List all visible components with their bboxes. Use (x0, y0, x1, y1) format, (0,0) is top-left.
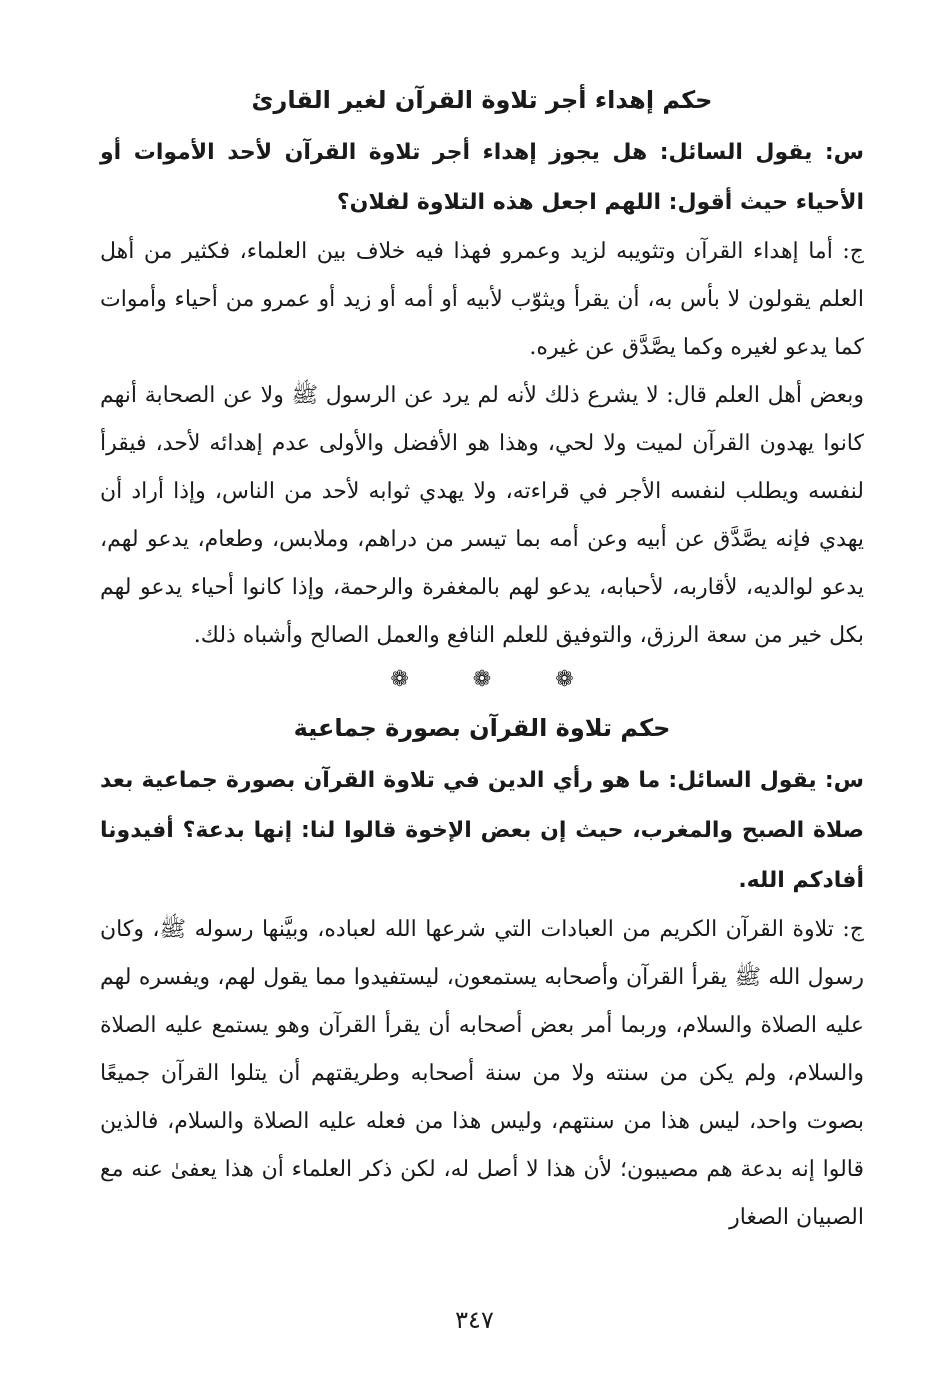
section-title: حكم تلاوة القرآن بصورة جماعية (293, 714, 671, 742)
question-text: س: يقول السائل: ما هو رأي الدين في تلاوة القرآن بصورة جماعية بعد صلاة الصبح والمغرب، حيث إن بعض الإخوة قالوا لنا: إنها بدعة؟ أفيدونا أفادكم الله. (100, 768, 864, 893)
question-text: س: يقول السائل: هل يجوز إهداء أجر تلاوة القرآن لأحد الأموات أو الأحياء حيث أقول: اللهم اجعل هذه التلاوة لفلان؟ (100, 140, 864, 215)
asterism-icon: ❁ (472, 667, 492, 692)
asterism-icon: ❁ (555, 667, 574, 692)
answer-paragraph: ج: أما إهداء القرآن وتثويبه لزيد وعمرو فهذا فيه خلاف بين العلماء، فكثير من أهل العلم يقولون لا بأس به، أن يقرأ ويثوّب لأبيه أو أمه أو زيد أو عمرو من أحياء وأموات كما يدعو لغيره وكما يصَّدَّق عن غيره. (100, 239, 864, 360)
section-title: حكم إهداء أجر تلاوة القرآن لغير القارئ (251, 86, 713, 114)
answer-paragraph: ج: تلاوة القرآن الكريم من العبادات التي شرعها الله لعباده، وبيَّنها رسوله ﷺ، وكان رسول الله ﷺ يقرأ القرآن وأصحابه يستمعون، ليستفيدوا مما يقول لهم، ويفسره لهم عليه الصلاة والسلام، وربما أمر بعض أصحابه أن يقرأ القرآن وهو يستمع عليه الصلاة والسلام، ولم يكن من سنته ولا من سنة أصحابه وطريقتهم أن يتلوا القرآن جميعًا بصوت واحد، ليس هذا من سنتهم، وليس هذا من فعله عليه الصلاة والسلام، فالذين قالوا إنه بدعة هم مصيبون؛ لأن هذا لا أصل له، لكن ذكر العلماء أن هذا يعفىٰ عنه مع الصبيان الصغار (100, 917, 864, 1230)
section-separator (100, 660, 864, 700)
page-body (100, 72, 864, 1242)
page-number: ٣٤٧ (455, 1306, 494, 1334)
asterism-icon: ❁ (390, 667, 409, 692)
answer-paragraph: وبعض أهل العلم قال: لا يشرع ذلك لأنه لم يرد عن الرسول ﷺ ولا عن الصحابة أنهم كانوا يهدون القرآن لميت ولا لحي، وهذا هو الأفضل والأولى عدم إهدائه لأحد، فيقرأ لنفسه ويطلب لنفسه الأجر في قراءته، ولا يهدي ثوابه لأحد من الناس، وإذا أراد أن يهدي فإنه يصَّدَّق عن أبيه وعن أمه بما تيسر من دراهم، وملابس، وطعام، يدعو لهم، يدعو لوالديه، لأقاربه، لأحبابه، يدعو لهم بالمغفرة والرحمة، وإذا كانوا أحياء يدعو لهم بكل خير من سعة الرزق، والتوفيق للعلم النافع والعمل الصالح وأشباه ذلك. (100, 383, 864, 648)
